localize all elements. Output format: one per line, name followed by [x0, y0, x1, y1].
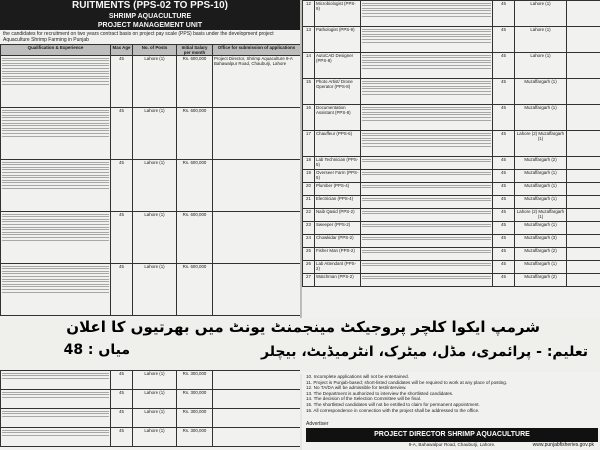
age-cell: 45 [111, 371, 133, 390]
unit-subtitle-2: PROJECT MANAGEMENT UNIT [0, 21, 300, 30]
posts-cell: Lahore (1) [133, 390, 177, 409]
text-lines [362, 185, 491, 189]
age-cell: 45 [493, 27, 515, 53]
table-row [303, 27, 600, 53]
posts-cell: Lahore (1) [133, 160, 177, 212]
posts-cell: Lahore (1) [515, 27, 567, 53]
office-cell [213, 428, 301, 447]
serial-cell: 14 [303, 53, 315, 79]
table-row [1, 371, 301, 390]
serial-cell: 27 [303, 274, 315, 287]
age-cell: 45 [493, 183, 515, 196]
posts-cell: Lahore (1) [133, 56, 177, 108]
age-cell: 45 [493, 248, 515, 261]
qualification-cell [1, 428, 111, 447]
bottom-left-table-area [0, 370, 300, 450]
posts-cell: Muzaffargarh (1) [515, 170, 567, 183]
office-cell [567, 157, 600, 170]
intro-text: the candidates for recruitment on two years contract basis on project pay scale (PPS) basis under the development project Aquaculture Shrimp Farming in Punjab [3, 31, 274, 43]
office-cell [213, 212, 301, 264]
text-lines [362, 211, 491, 215]
office-cell: Project Director, Shrimp Aquaculture 9-A Bahawalpur Road, Chauburji, Lahore [213, 56, 301, 108]
office-cell [213, 390, 301, 409]
office-cell [213, 160, 301, 212]
posts-cell: Lahore (1) [515, 1, 567, 27]
qualification-cell [361, 1, 493, 27]
qualification-cell [361, 105, 493, 131]
serial-cell: 26 [303, 261, 315, 274]
office-cell [567, 235, 600, 248]
website-link[interactable]: www.punjabfisheries.gov.pk [532, 442, 594, 448]
serial-cell: 22 [303, 209, 315, 222]
text-lines [362, 224, 491, 228]
table-row [303, 261, 600, 274]
note-item: 10. Incomplete applications will not be entertained. [306, 374, 409, 379]
office-cell [567, 27, 600, 53]
salary-cell: Rs. 600,000 [177, 264, 213, 316]
office-cell [567, 131, 600, 157]
qualification-cell [1, 108, 111, 160]
serial-cell: 24 [303, 235, 315, 248]
post-name-cell: Overseer Farm (PPS-5) [315, 170, 361, 183]
posts-cell: Lahore (1) [133, 108, 177, 160]
left-column [0, 0, 300, 320]
table-row [303, 157, 600, 170]
serial-cell: 19 [303, 170, 315, 183]
age-cell: 45 [111, 409, 133, 428]
posts-cell: Muzaffargarh (2) [515, 274, 567, 287]
note-item: 14. The decision of the Selection Committee will be final. [306, 396, 422, 402]
serial-cell: 21 [303, 196, 315, 209]
age-cell: 45 [493, 53, 515, 79]
serial-cell: 23 [303, 222, 315, 235]
posts-cell: Lahore (1) [133, 371, 177, 390]
col-qualification: Qualification & Experience [1, 45, 111, 56]
office-cell [567, 1, 600, 27]
text-lines [2, 392, 109, 398]
posts-cell: Lahore (2) Muzaffargarh (1) [515, 209, 567, 222]
qualification-cell [361, 131, 493, 157]
salary-cell: Rs. 600,000 [177, 56, 213, 108]
table-row [303, 53, 600, 79]
col-age: Max Age [111, 45, 133, 56]
table-row [303, 209, 600, 222]
posts-cell: Muzaffargarh (1) [515, 183, 567, 196]
note-item: 11. Project is Punjab-based; short-listed candidates will be required to work at any place of posting. [306, 379, 508, 385]
age-cell: 45 [493, 105, 515, 131]
table-header-row [1, 45, 301, 56]
table-row [303, 222, 600, 235]
age-cell: 45 [111, 390, 133, 409]
age-cell: 45 [111, 428, 133, 447]
qualification-cell [361, 79, 493, 105]
urdu-headline: شرمپ ایکوا کلچر پروجیکٹ مینجمنٹ یونٹ میں بھرتیوں کا اعلان [66, 318, 540, 336]
table-row [303, 248, 600, 261]
age-cell: 45 [111, 108, 133, 160]
table-row [1, 409, 301, 428]
age-cell: 45 [493, 157, 515, 170]
text-lines [2, 430, 109, 436]
office-cell [213, 108, 301, 160]
posts-cell: Lahore (1) [133, 428, 177, 447]
qualification-cell [361, 235, 493, 248]
text-lines [362, 250, 491, 254]
post-name-cell: Lab Attendant (PPS-2) [315, 261, 361, 274]
age-cell: 45 [493, 170, 515, 183]
posts-cell: Lahore (1) [515, 53, 567, 79]
office-cell [567, 53, 600, 79]
salary-cell: Rs. 600,000 [177, 212, 213, 264]
qualification-cell [1, 371, 111, 390]
qualification-cell [361, 222, 493, 235]
salary-cell: Rs. 600,000 [177, 108, 213, 160]
post-name-cell: Pathologist (PPS-9) [315, 27, 361, 53]
table-row [1, 212, 301, 264]
posts-cell: Lahore (1) [133, 264, 177, 316]
posts-table-right [302, 0, 600, 287]
serial-cell: 16 [303, 105, 315, 131]
posts-cell: Muzaffargarh (1) [515, 105, 567, 131]
posts-table-left [0, 44, 300, 316]
table-row [303, 1, 600, 27]
age-cell: 45 [493, 196, 515, 209]
serial-cell: 20 [303, 183, 315, 196]
text-lines [2, 58, 109, 85]
posts-cell: Muzaffargarh (2) [515, 157, 567, 170]
note-item: 15. The shortlisted candidates will not be entitled to claim for permanent appointment. [306, 401, 480, 407]
qualification-cell [361, 209, 493, 222]
age-cell: 45 [493, 209, 515, 222]
office-cell [567, 248, 600, 261]
advertiser-address: 9-A, Bahawalpur Road, Chauburji, Lahore. [408, 442, 496, 447]
table-row [1, 264, 301, 316]
serial-cell: 18 [303, 157, 315, 170]
post-name-cell: Electrician (PPS-4) [315, 196, 361, 209]
qualification-cell [361, 53, 493, 79]
note-item: 13. The Department is authorized to interview the shortlisted candidates. [306, 390, 454, 396]
qualification-cell [1, 56, 111, 108]
posts-cell: Muzaffargarh (2) [515, 248, 567, 261]
salary-cell: Rs. 300,000 [177, 371, 213, 390]
qualification-cell [361, 261, 493, 274]
advertiser-banner: PROJECT DIRECTOR SHRIMP AQUACULTURE [306, 428, 598, 442]
age-cell: 45 [111, 56, 133, 108]
age-cell: 45 [111, 212, 133, 264]
salary-cell: Rs. 300,000 [177, 390, 213, 409]
text-lines [362, 276, 491, 280]
age-cell: 45 [493, 274, 515, 287]
post-name-cell: Watchman (PPS-2) [315, 274, 361, 287]
posts-cell: Muzaffargarh (1) [515, 196, 567, 209]
text-lines [2, 373, 109, 379]
post-name-cell: Lab Technician (PPS-5) [315, 157, 361, 170]
qualification-cell [1, 212, 111, 264]
office-cell [567, 105, 600, 131]
serial-cell: 12 [303, 1, 315, 27]
serial-cell: 13 [303, 27, 315, 53]
unit-subtitle: SHRIMP AQUACULTURE [0, 12, 300, 21]
right-column [302, 0, 600, 320]
office-cell [213, 264, 301, 316]
posts-cell: Lahore (1) [133, 212, 177, 264]
qualification-cell [361, 183, 493, 196]
office-cell [213, 409, 301, 428]
post-name-cell: Sweeper (PPS-2) [315, 222, 361, 235]
text-lines [2, 110, 109, 137]
table-row [303, 79, 600, 105]
serial-cell: 25 [303, 248, 315, 261]
table-row [1, 390, 301, 409]
age-cell: 45 [493, 235, 515, 248]
posts-cell: Muzaffargarh (3) [515, 235, 567, 248]
post-name-cell: Chauffeur (PPS-6) [315, 131, 361, 157]
table-row [303, 235, 600, 248]
qualification-cell [361, 274, 493, 287]
text-lines [362, 198, 491, 202]
age-cell: 45 [493, 79, 515, 105]
posts-cell: Muzaffargarh (1) [515, 79, 567, 105]
text-lines [2, 214, 109, 241]
salary-cell: Rs. 600,000 [177, 160, 213, 212]
text-lines [362, 159, 491, 163]
text-lines [2, 162, 109, 189]
text-lines [362, 133, 491, 147]
office-cell [567, 209, 600, 222]
post-name-cell: AutoCAD Designer (PPS-8) [315, 53, 361, 79]
office-cell [567, 261, 600, 274]
col-salary: Initial Salary per month [177, 45, 213, 56]
office-cell [567, 170, 600, 183]
office-cell [567, 196, 600, 209]
text-lines [362, 172, 491, 176]
table-row [1, 160, 301, 212]
text-lines [2, 266, 109, 293]
salary-cell: Rs. 300,000 [177, 409, 213, 428]
qualification-cell [1, 264, 111, 316]
salary-cell: Rs. 300,000 [177, 428, 213, 447]
text-lines [2, 411, 109, 417]
age-cell: 45 [493, 261, 515, 274]
text-lines [362, 81, 491, 95]
table-row [303, 274, 600, 287]
text-lines [362, 263, 491, 267]
note-item: 16. All correspondence in connection with the project shall be addressed to the office. [306, 407, 480, 413]
age-cell: 45 [493, 131, 515, 157]
post-name-cell: Fisher Man (PPS-2) [315, 248, 361, 261]
office-cell [567, 222, 600, 235]
table-row [303, 170, 600, 183]
table-row [1, 108, 301, 160]
age-cell: 45 [493, 222, 515, 235]
post-name-cell: Naib Qasid (PPS-2) [315, 209, 361, 222]
recruitment-title: RUITMENTS (PPS-02 TO PPS-10) [0, 0, 300, 12]
office-cell [567, 79, 600, 105]
post-name-cell: Documentation Assistant (PPS-8) [315, 105, 361, 131]
note-item: 12. No TA/DA will be admissible for test/interview. [306, 385, 407, 391]
age-cell: 45 [493, 1, 515, 27]
table-row [303, 105, 600, 131]
posts-table-left-bottom [0, 370, 300, 447]
advertiser-label: Advertiser [306, 421, 329, 427]
office-cell [567, 183, 600, 196]
qualification-cell [1, 390, 111, 409]
text-lines [362, 107, 491, 121]
col-posts: No. of Posts [133, 45, 177, 56]
post-name-cell: Chowkidar (PPS-2) [315, 235, 361, 248]
table-row [303, 183, 600, 196]
posts-cell: Lahore (1) [133, 409, 177, 428]
urdu-education-line: تعلیم: - پرائمری، مڈل، میٹرک، انٹرمیڈیٹ، بیچلر [261, 344, 588, 360]
post-name-cell: Photo Artist/ Drone Operator (PPS-8) [315, 79, 361, 105]
posts-cell: Muzaffargarh (1) [515, 261, 567, 274]
serial-cell: 17 [303, 131, 315, 157]
age-cell: 45 [111, 264, 133, 316]
office-cell [213, 371, 301, 390]
text-lines [362, 55, 491, 69]
text-lines [362, 3, 491, 17]
table-row [1, 428, 301, 447]
posts-cell: Muzaffargarh (1) [515, 222, 567, 235]
qualification-cell [1, 409, 111, 428]
posts-cell: Lahore (2) Muzaffargarh (1) [515, 131, 567, 157]
qualification-cell [361, 157, 493, 170]
qualification-cell [361, 27, 493, 53]
table-row [303, 131, 600, 157]
qualification-cell [1, 160, 111, 212]
qualification-cell [361, 170, 493, 183]
table-row [303, 196, 600, 209]
office-cell [567, 274, 600, 287]
urdu-age-line: میاں : 48 [63, 342, 130, 358]
col-office: Office for submission of applications [213, 45, 301, 56]
text-lines [362, 29, 491, 43]
text-lines [362, 237, 491, 241]
table-row [1, 56, 301, 108]
post-name-cell: Plumber (PPS-4) [315, 183, 361, 196]
qualification-cell [361, 196, 493, 209]
age-cell: 45 [111, 160, 133, 212]
serial-cell: 15 [303, 79, 315, 105]
post-name-cell: Microbiologist (PPS-9) [315, 1, 361, 27]
qualification-cell [361, 248, 493, 261]
